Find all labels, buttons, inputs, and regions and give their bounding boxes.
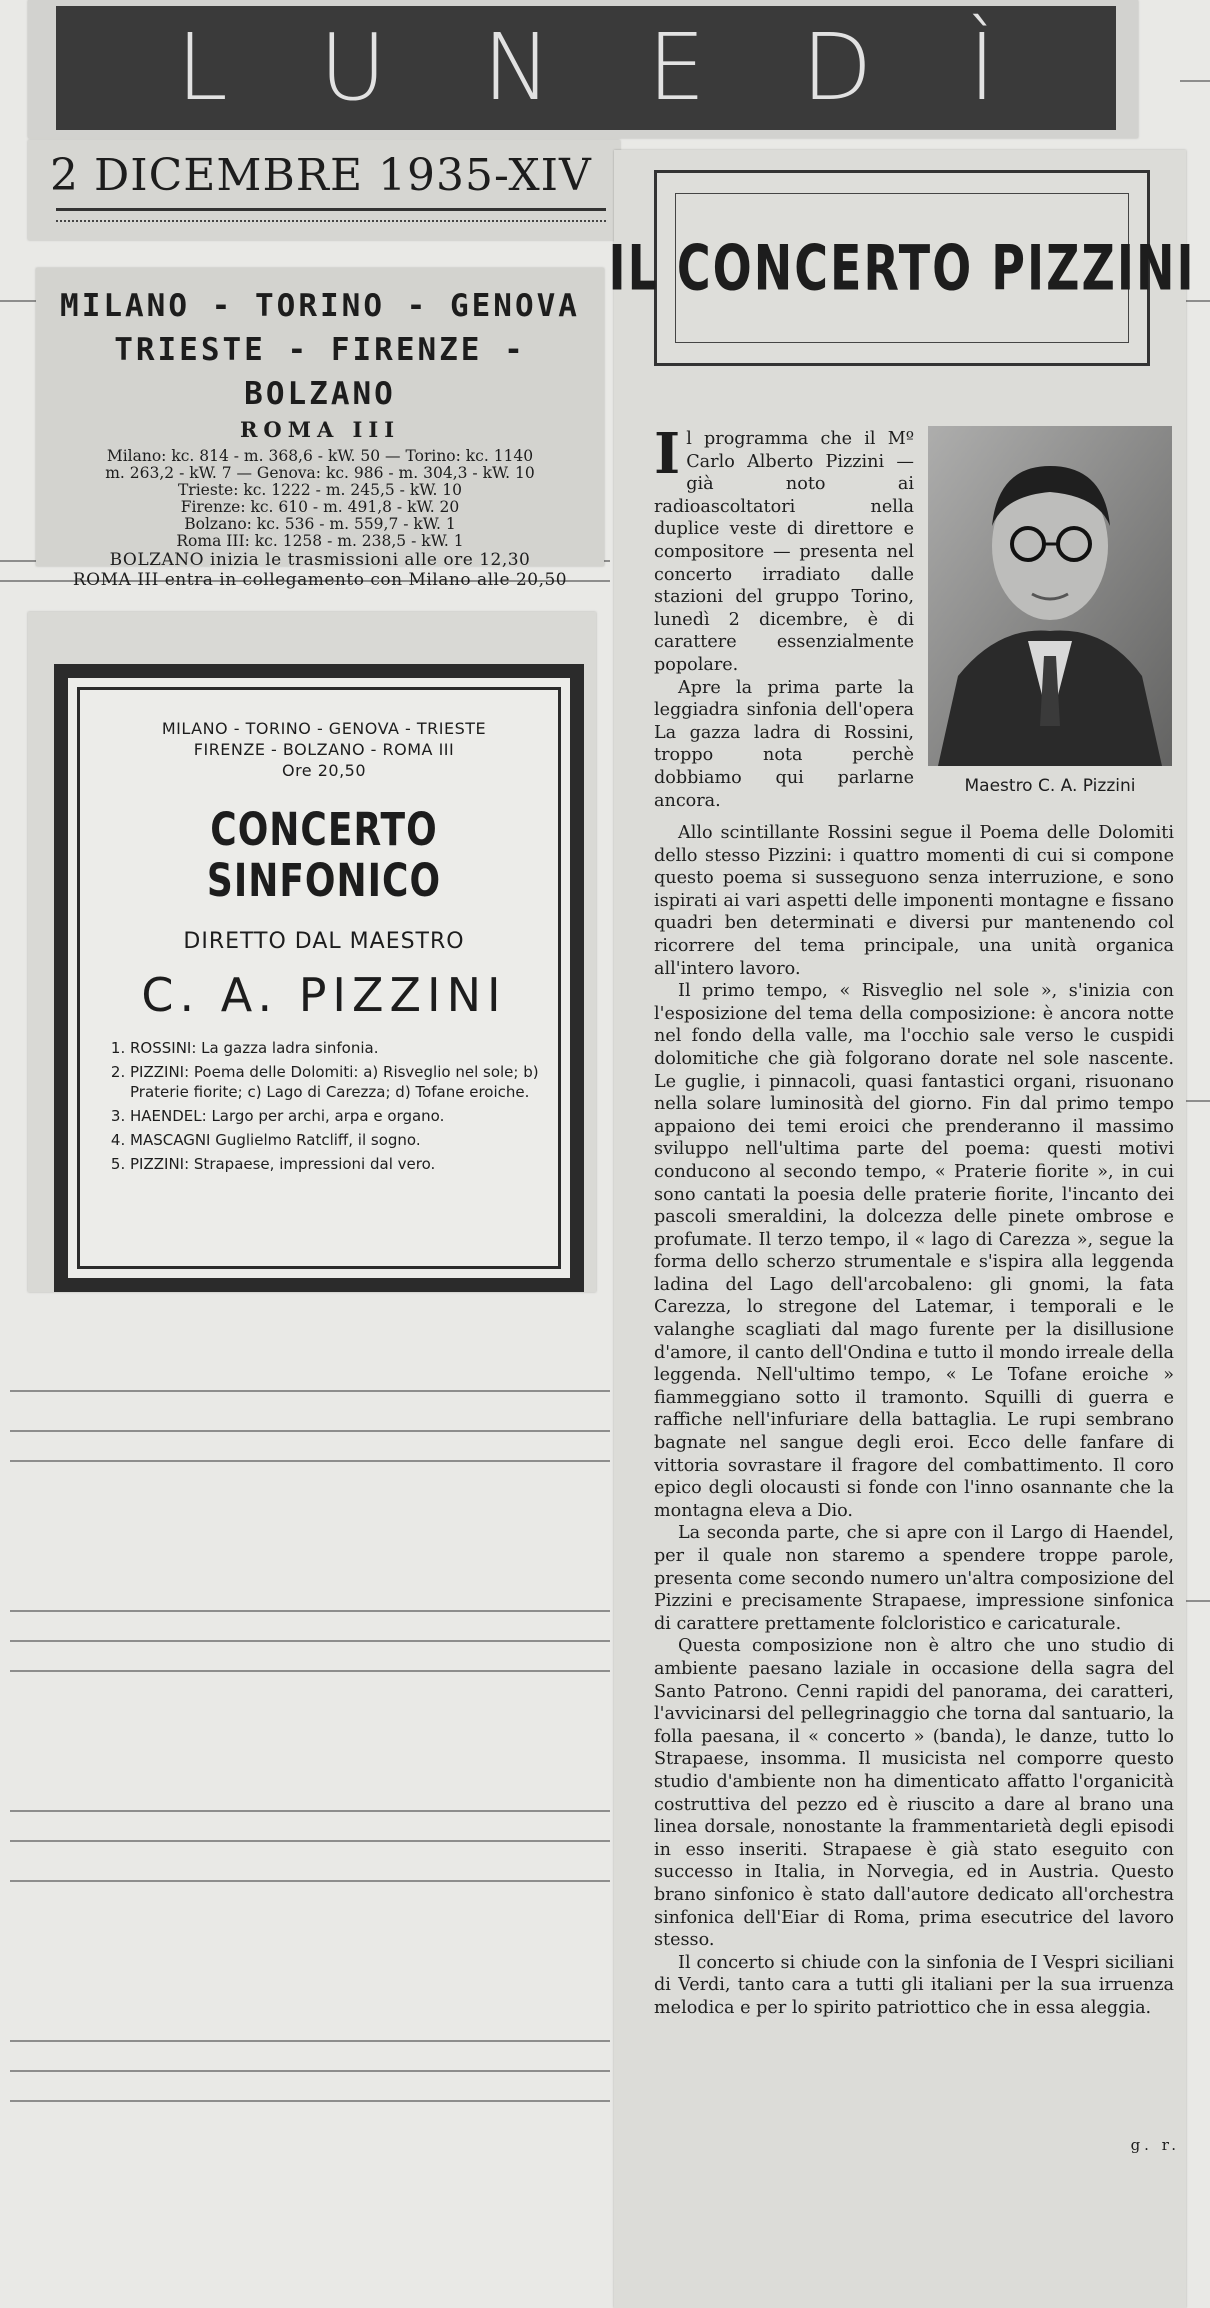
day-title: LUNEDÌ	[176, 14, 1092, 121]
album-rule	[10, 2100, 610, 2102]
paragraph-3: Allo scintillante Rossini segue il Poema delle Dolomiti dello stesso Pizzini: i quattro momenti di cui si compone questo poema si susseguono senza interruzione, e sono ispirati ai vari aspetti delle imponenti montagne e fissano quadri ben determinati e diversi pur mantenendo col ricorrere del tema principale, una unità organica all'intero lavoro.	[654, 823, 1174, 979]
bolzano-note: BOLZANO inizia le trasmissioni alle ore 12,30	[109, 550, 531, 570]
drop-cap: I	[654, 421, 681, 487]
album-rule	[1180, 80, 1210, 82]
author-signature: g. r.	[1130, 2136, 1180, 2154]
cities-line-3: ROMA III	[239, 417, 401, 442]
album-rule	[10, 1390, 610, 1392]
frequency-line: Firenze: kc. 610 - m. 491,8 - kW. 20	[180, 498, 460, 516]
ad-stations-2: FIRENZE - BOLZANO - ROMA III	[193, 740, 455, 759]
header-banner	[28, 0, 1138, 138]
program-item: 2. PIZZINI: Poema delle Dolomiti: a) Risveglio nel sole; b) Praterie fiorite; c) Lago di Carezza; d) Tofane eroiche.	[130, 1062, 540, 1102]
stations-cities	[36, 284, 604, 416]
concert-ad-clipping	[28, 612, 596, 1292]
maestro-photo	[928, 426, 1172, 766]
photo-caption: Maestro C. A. Pizzini	[964, 776, 1136, 796]
frequency-line: Trieste: kc. 1222 - m. 245,5 - kW. 10	[177, 481, 463, 499]
program-item: 5. PIZZINI: Strapaese, impressioni dal vero.	[130, 1154, 540, 1174]
album-rule	[10, 1810, 610, 1812]
cities-line-2: TRIESTE - FIRENZE - BOLZANO	[114, 332, 526, 412]
album-rule	[10, 1670, 610, 1672]
paragraph-6: Questa composizione non è altro che uno studio di ambiente paesano laziale in occasione della sagra del Santo Patrono. Cenni rapidi del panorama, dei caratteri, l'avvicinarsi del pellegrinaggio che torna dal santuario, la folla paesana, il « concerto » (banda), le danze, tutto lo Strapaese, insomma. Il musicista nel comporre questo studio d'ambiente non ha dimenticato affatto l'organicità costruttiva del pezzo ed è riuscito a dare al brano una linea dorsale, nonostante la frammentarietà degli episodi in esso inseriti. Strapaese è già stato eseguito con successo in Italia, in Norvegia, ed in Austria. Questo brano sinfonico è stato dall'autore dedicato all'orchestra sinfonica dell'Eiar di Roma, prima esecutrice del lavoro stesso.	[654, 1636, 1174, 1951]
program-item: 4. MASCAGNI Guglielmo Ratcliff, il sogno.	[130, 1130, 540, 1150]
paragraph-4: Il primo tempo, « Risveglio nel sole », s'inizia con l'esposizione del tema della composizione: è ancora notte nel fondo della valle, ma l'occhio sale verso le cuspidi dolomitiche che già folgorano dorate nel sole nascente. Le guglie, i pinnacoli, quasi fantastici organi, risuonano nella solare luminosità del giorno. Fin dal primo tempo appaiono dei temi eroici che prenderanno il massimo sviluppo nell'ultima parte del poema: questi motivi conducono al secondo tempo, « Praterie fiorite », in cui sono cantati la poesia delle praterie fiorite, l'incanto dei pascoli smeraldini, la dolcezza delle pinete ombrose e profumate. Il terzo tempo, il « lago di Carezza », segue la forma dello scherzo strumentale e s'ispira alla leggenda ladina del Lago dell'arcobaleno: gli gnomi, la fata Carezza, lo stregone del Latemar, i temporali e le valanghe scagliati dal mago furente per la disillusione d'amore, il canto dell'Ondina e tutto il mondo irreale della leggenda. Nell'ultimo tempo, « Le Tofane eroiche » fiammeggiano sotto il tramonto. Squilli di guerra e raffiche nell'infuriare della battaglia. Le rupi sembrano bagnate nel sangue degli eroi. Ecco delle fanfare di vittoria sovrastare il fragore del combattimento. Il coro epico degli olocausti si fonde con l'inno osannante che la montagna eleva a Dio.	[654, 981, 1174, 1521]
headline-inner-box	[608, 193, 1196, 343]
stations-clipping	[36, 268, 604, 590]
article-clipping	[608, 150, 1196, 2308]
album-rule	[10, 1430, 610, 1432]
album-rule	[10, 1610, 610, 1612]
frequency-line: Roma III: kc. 1258 - m. 238,5 - kW. 1	[176, 532, 464, 550]
article-headline: IL CONCERTO PIZZINI	[608, 231, 1196, 305]
frequency-list	[36, 448, 604, 550]
program-item: 1. ROSSINI: La gazza ladra sinfonia.	[130, 1038, 540, 1058]
frequency-line: Bolzano: kc. 536 - m. 559,7 - kW. 1	[184, 515, 456, 533]
date-dotted-line	[56, 220, 606, 222]
ad-subtitle: DIRETTO DAL MAESTRO	[183, 929, 465, 954]
paragraph-5: La seconda parte, che si apre con il Largo di Haendel, per il quale non staremo a spendere troppe parole, presenta come secondo numero un'altra composizione del Pizzini e precisamente Strapaese, impressione sinfonica di carattere prettamente folcloristico e caricaturale.	[654, 1523, 1174, 1634]
date-underline	[56, 208, 606, 211]
article-body-top	[654, 421, 914, 812]
album-rule	[10, 2040, 610, 2042]
album-rule	[10, 1840, 610, 1842]
album-rule	[10, 1640, 610, 1642]
frequency-line: Milano: kc. 814 - m. 368,6 - kW. 50 — Torino: kc. 1140	[106, 447, 534, 465]
portrait-illustration	[928, 426, 1172, 766]
paragraph-1: l programma che il Mº Carlo Alberto Pizzini — già noto ai radioascoltatori nella duplice veste di direttore e compositore — presenta nel concerto irradiato dalle stazioni del gruppo Torino, lunedì 2 dicembre, è di carattere essenzialmente popolare.	[654, 429, 914, 675]
article-body-main	[654, 822, 1174, 2019]
date-clipping	[28, 140, 620, 240]
ad-maestro: C. A. PIZZINI	[141, 968, 507, 1022]
album-rule	[0, 300, 40, 302]
paragraph-2: Apre la prima parte la leggiadra sinfonia dell'opera La gazza ladra di Rossini, troppo nota perchè dobbiamo qui parlarne ancora.	[654, 677, 914, 811]
cities-line-1: MILANO - TORINO - GENOVA	[60, 288, 580, 324]
ad-title: CONCERTO SINFONICO	[206, 804, 442, 908]
ad-content	[108, 718, 540, 1178]
issue-date: 2 DICEMBRE 1935-XIV	[50, 150, 592, 201]
paragraph-7: Il concerto si chiude con la sinfonia de I Vespri siciliani di Verdi, tanto cara a tutti gli italiani per la sua irruenza melodica e per lo spirito patriottico che in essa aleggia.	[654, 1952, 1174, 2018]
ad-stations-1: MILANO - TORINO - GENOVA - TRIESTE	[161, 719, 487, 738]
album-rule	[10, 1460, 610, 1462]
ad-time: Ore 20,50	[281, 761, 367, 780]
album-rule	[10, 1880, 610, 1882]
frequency-line: m. 263,2 - kW. 7 — Genova: kc. 986 - m. 304,3 - kW. 10	[105, 464, 535, 482]
headline-box	[608, 170, 1196, 366]
album-rule	[10, 2070, 610, 2072]
program-list	[108, 1038, 540, 1174]
ornamental-frame	[54, 664, 584, 1292]
roma-note: ROMA III entra in collegamento con Milano alle 20,50	[72, 570, 568, 590]
program-item: 3. HAENDEL: Largo per archi, arpa e organo.	[130, 1106, 540, 1126]
banner-bar	[56, 6, 1116, 130]
